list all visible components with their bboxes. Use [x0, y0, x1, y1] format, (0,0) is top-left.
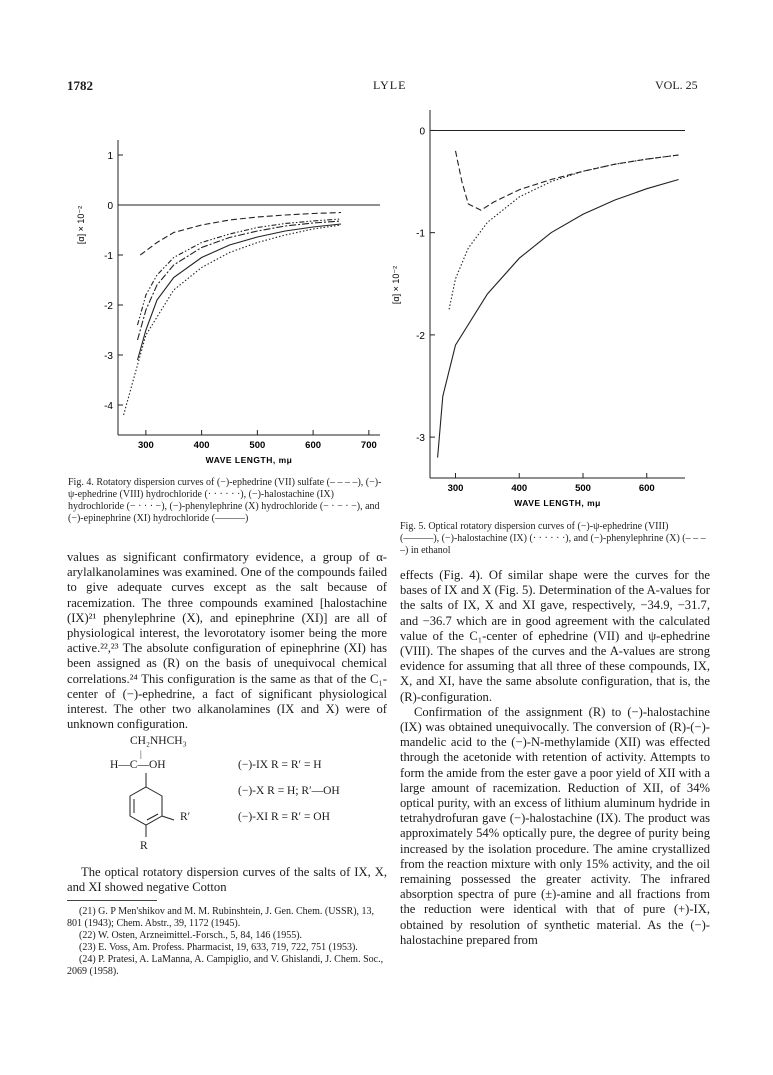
reference-23: (23) E. Voss, Am. Profess. Pharmacist, 19, 633, 719, 722, 751 (1953). — [79, 942, 358, 953]
reference-divider — [67, 900, 157, 901]
y-tick-label: 0 — [107, 201, 113, 212]
y-tick-label: -3 — [104, 351, 113, 362]
structure-row-x: (−)-X R = H; R′—OH — [238, 785, 340, 797]
series-line — [456, 151, 679, 210]
x-tick-label: 500 — [249, 440, 266, 451]
x-axis-label: WAVE LENGTH, mμ — [205, 455, 293, 465]
structure-bond: | — [140, 749, 142, 759]
fig5-chart — [385, 105, 695, 515]
left-column — [67, 550, 387, 732]
fig5-caption: Fig. 5. Optical rotatory dispersion curves of (−)-ψ-ephedrine (VIII) (———), (−)-halostachine (IX) (· · · · · ·), and (−)-phenylephrine (X) (– – – –) in ethanol — [400, 521, 706, 556]
series-line — [449, 155, 678, 309]
y-tick-label: 1 — [107, 151, 113, 162]
series-line — [138, 221, 342, 340]
series-line — [140, 213, 341, 256]
x-tick-label: 300 — [447, 483, 464, 494]
x-tick-label: 400 — [511, 483, 528, 494]
fig4-chart — [70, 130, 400, 475]
y-tick-label: -1 — [416, 228, 425, 240]
chemical-structure — [110, 735, 390, 860]
y-tick-label: -2 — [416, 330, 425, 342]
y-tick-label: -3 — [416, 433, 425, 445]
structure-carbon: H—C—OH — [110, 759, 166, 771]
left-column-lower — [67, 865, 387, 895]
reference-24: (24) P. Pratesi, A. LaManna, A. Campiglio, and V. Ghislandi, J. Chem. Soc., 2069 (1958). — [67, 954, 384, 977]
fig4-caption: Fig. 4. Rotatory dispersion curves of (−)-ephedrine (VII) sulfate (– – – –), (−)-ψ-ephedrine (VIII) hydrochloride (· · · · · ·), (−)-halostachine (IX) hydrochloride (− · · · −), (−)-phenylephrine (X) hydrochloride (− · − · −), and (−)-epinephrine (XI) hydrochloride (———) — [68, 477, 382, 524]
right-paragraph-2: Confirmation of the assignment (R) to (−)-halostachine (IX) was obtained unequivocally. The conversion of (R)-(−)-mandelic acid to the (−)-N-methylamide (XII) was effected through the acetonide with retention of activity. Attempts to form the amide from the ester gave a poor yield of XII with a large amount of racemization. Reduction of XII, of 34% optical purity, with an excess of lithium aluminum hydride in tetrahydrofuran gave (−)-halostachine (IX). The product was approximately 54% optically pure, the degree of purity being increased by the isolation procedure. The amine crystallized from the reaction mixture with only 15% activity, and the oil remaining possessed the greater activity. The infrared absorption spectra of pure (±)-amine and all fractions from the reduction were identical with that of pure (+)-IX, obtained by resolution of synthetic material. As the (−)-halostachine prepared from — [400, 704, 710, 947]
x-tick-label: 700 — [360, 440, 377, 451]
series-line — [138, 224, 342, 360]
x-tick-label: 500 — [575, 483, 591, 494]
series-line — [124, 225, 341, 415]
y-tick-label: 0 — [419, 126, 425, 138]
y-tick-label: -4 — [104, 401, 113, 412]
x-tick-label: 600 — [638, 483, 655, 494]
right-column — [400, 568, 710, 948]
running-title: LYLE — [373, 78, 407, 92]
fig5-svg — [385, 105, 695, 515]
reference-21: (21) G. P Men'shikov and M. M. Rubinshtein, J. Gen. Chem. (USSR), 13, 801 (1943); Chem. Abstr., 39, 1172 (1945). — [67, 906, 375, 929]
left-paragraph-2: The optical rotatory dispersion curves of the salts of IX, X, and XI showed negative Cotton — [67, 865, 387, 895]
structure-r-prime: R′ — [180, 811, 191, 823]
structure-r: R — [140, 840, 148, 852]
benzene-ring-drawing — [122, 773, 182, 843]
reference-22: (22) W. Osten, Arzneimittel.-Forsch., 5, 84, 146 (1955). — [79, 930, 303, 941]
x-tick-label: 300 — [137, 440, 154, 451]
right-paragraph-1: effects (Fig. 4). Of similar shape were the curves for the bases of IX and X (Fig. 5). Determination of the A-values for the salts of IX, X and XI gave, respectively, −34.9, −31.7, and −36.7 which are in good agreement with the calculated value of the C₁-center of ephedrine (VII) and ψ-ephedrine (VIII). The shapes of the curves and the A-values are strong evidence for assuming that all three of these compounds, IX, X, and XI, have the same absolute configuration, that is, the (R)-configuration. — [400, 568, 710, 704]
structure-row-xi: (−)-XI R = R′ = OH — [238, 811, 330, 823]
references — [67, 906, 389, 978]
x-tick-label: 600 — [305, 440, 322, 451]
left-paragraph-1: values as significant confirmatory evidence, a group of α-arylalkanolamines was examined. One of the compounds failed to give adequate curves except as the salt because of racemization. The three compounds examined [halostachine (IX)²¹ phenylephrine (X), and epinephrine (XI)] are all of physiological interest, the levorotatory isomer being the more active.²²,²³ The absolute configuration of epinephrine (XI) has been assigned as (R) on the basis of unequivocal chemical correlations.²⁴ This configuration is the same as that of the C₁-center of (−)-ephedrine, a fact of significant physiological interest. The other two alkanolamines (IX and X) were of unknown configuration. — [67, 550, 387, 732]
series-line — [438, 180, 679, 458]
y-axis-label: [α] × 10⁻² — [76, 205, 86, 245]
structure-row-ix: (−)-IX R = R′ = H — [238, 759, 322, 771]
structure-ch2nhch3: CH₂NHCH₃ — [130, 735, 187, 747]
volume-label: VOL. 25 — [655, 78, 698, 92]
page-number: 1782 — [67, 78, 93, 93]
x-axis-label: WAVE LENGTH, mμ — [514, 498, 601, 508]
x-tick-label: 400 — [193, 440, 210, 451]
y-tick-label: -1 — [104, 251, 113, 262]
fig4-svg — [70, 130, 400, 475]
y-axis-label: [α] × 10⁻² — [391, 265, 401, 305]
y-tick-label: -2 — [104, 301, 113, 312]
